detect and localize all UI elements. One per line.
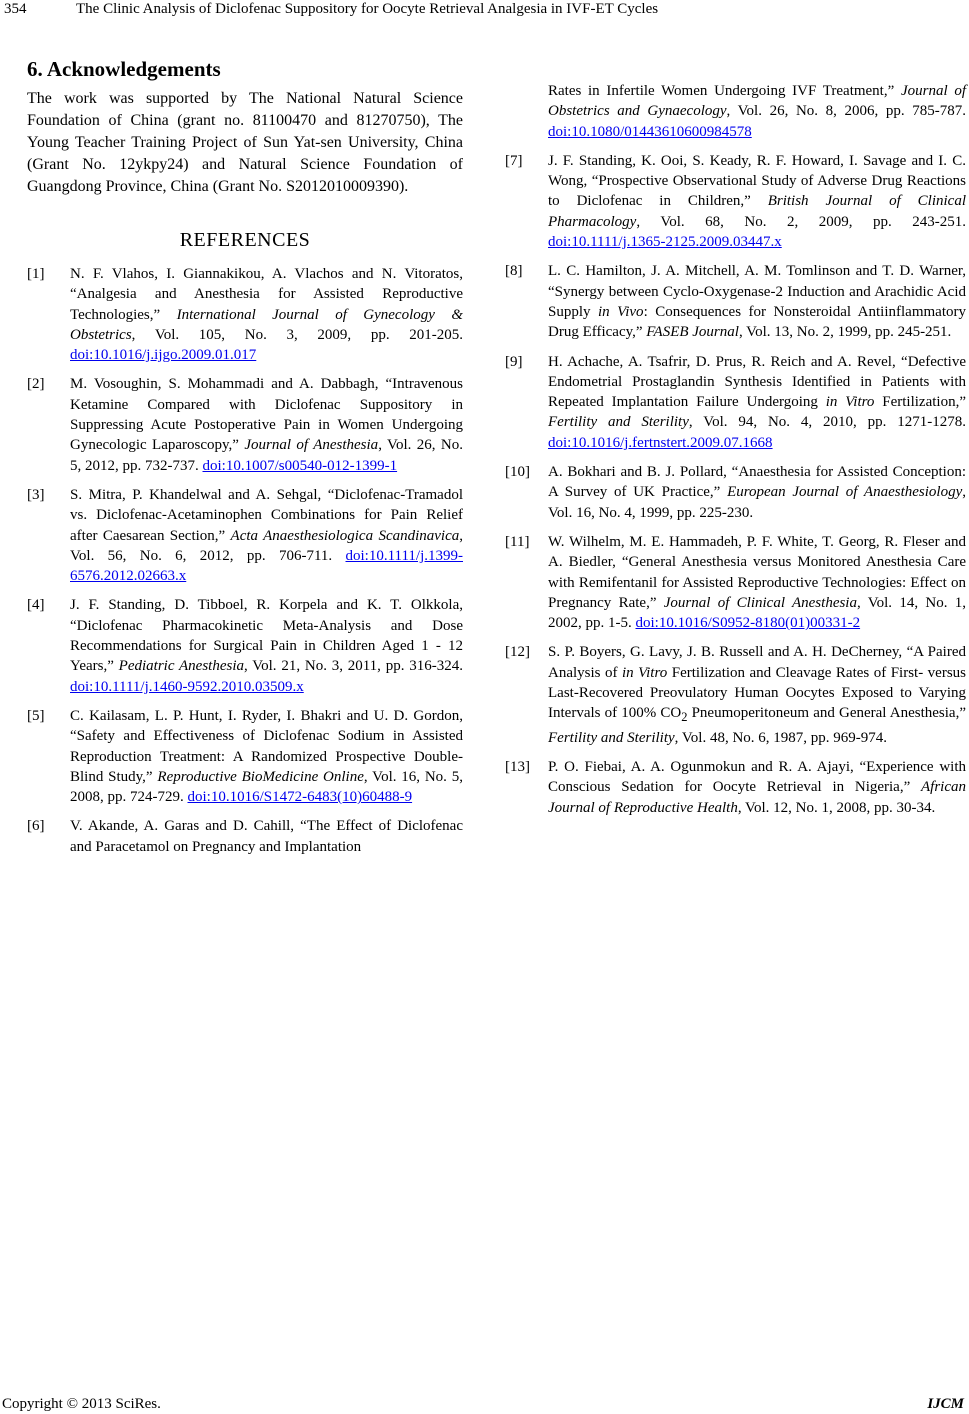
doi-link[interactable]: doi:10.1111/j.1399-6576.2012.02663.x <box>70 547 463 585</box>
reference-text: , Vol. 14, No. 1, 2002, pp. 1-5. <box>548 594 966 632</box>
reference-text: , Vol. 26, No. 5, 2012, pp. 732-737. <box>70 437 464 474</box>
reference-text: S. P. Boyers, G. Lavy, J. B. Russell and A. H. DeCherney, “A Paired Analysis of <box>548 644 966 681</box>
doi-link[interactable]: doi:10.1111/j.1460-9592.2010.03509.x <box>70 678 304 695</box>
reference-number: [6] <box>27 818 45 835</box>
reference-journal-title: Journal of Anesthesia <box>244 437 379 454</box>
reference-number: [13] <box>505 758 530 775</box>
reference-list-left <box>27 264 463 857</box>
copyright: Copyright © 2013 SciRes. <box>2 1396 161 1412</box>
reference-item <box>505 462 966 523</box>
reference-text: N. F. Vlahos, I. Giannakikou, A. Vlachos and N. Vitoratos, “Analgesia and Anesthesia for Assisted Reproductive Technologies,” <box>70 266 463 323</box>
reference-text: L. C. Hamilton, J. A. Mitchell, A. M. Tomlinson and T. D. Warner, “Synergy between Cyclo-Oxygenase-2 Induction and Arachidic Acid Supply <box>548 263 966 320</box>
reference-text: , Vol. 26, No. 8, 2006, pp. 785-787. <box>726 103 967 120</box>
reference-text: H. Achache, A. Tsafrir, D. Prus, R. Reich and A. Revel, “Defective Endometrial Prostaglandin Synthesis Identified in Patients with Repeated Implantation Failure Undergoing <box>548 353 966 411</box>
reference-number: [12] <box>505 644 530 661</box>
page-number: 354 <box>4 1 27 17</box>
reference-text: , Vol. 21, No. 3, 2011, pp. 316-324. <box>243 658 463 675</box>
reference-text: : Consequences for Nonsteroidal Antiinflammatory Drug Efficacy,” <box>548 303 966 341</box>
reference-journal-title: International Journal of Gynecology & Obstetrics <box>70 306 463 343</box>
reference-text: W. Wilhelm, M. E. Hammadeh, P. F. White, T. Georg, R. Fleser and A. Biedler, “General Anesthesia versus Monitored Anesthesia Care with Remifentanil for Assisted Reproductive Technologies: Effect on Pregnancy Rate,” <box>548 533 966 611</box>
reference-text: Pneumoperitoneum and General Anesthesia,” <box>687 705 966 722</box>
reference-journal-title: FASEB Journal <box>646 324 739 341</box>
reference-text: , Vol. 16, No. 5, 2008, pp. 724-729. <box>70 768 463 806</box>
reference-text: C. Kailasam, L. P. Hunt, I. Ryder, I. Bhakri and U. D. Gordon, “Safety and Effectiveness of Diclofenac Sodium in Assisted Reproduction Treatment: A Randomized Prospective Double-Blind Study,” <box>70 707 463 785</box>
reference-number: [7] <box>505 152 523 169</box>
reference-number: [10] <box>505 464 530 481</box>
reference-text: Fertilization and Cleavage Rates of First- versus Last-Recovered Preovulatory Human Oocytes Exposed to Varying Intervals of 100% CO <box>548 664 966 722</box>
reference-item <box>505 757 966 818</box>
footer <box>2 1396 964 1413</box>
reference-text: , Vol. 13, No. 2, 1999, pp. 245-251. <box>738 324 952 341</box>
acknowledgements-heading: 6. Acknowledgements <box>27 57 221 81</box>
reference-text: , Vol. 12, No. 1, 2008, pp. 30-34. <box>737 799 936 816</box>
reference-journal-title: Journal of Obstetrics and Gynaecology <box>548 83 966 120</box>
reference-journal-title: in Vitro <box>621 664 668 681</box>
reference-item <box>27 816 463 857</box>
reference-text: Fertilization,” <box>874 394 966 411</box>
reference-list-right <box>505 81 966 818</box>
journal-abbrev: IJCM <box>927 1396 964 1412</box>
reference-number: [9] <box>505 353 523 370</box>
reference-journal-title: Journal of Clinical Anesthesia <box>663 594 857 611</box>
reference-text: , Vol. 16, No. 4, 1999, pp. 225-230. <box>548 484 966 521</box>
reference-text: J. F. Standing, D. Tibboel, R. Korpela and K. T. Olkkola, “Diclofenac Pharmacokinetic Meta-Analysis and Dose Recommendations for Surgical Pain in Children Aged 1 - 12 Years,” <box>70 597 463 675</box>
reference-text: J. F. Standing, K. Ooi, S. Keady, R. F. Howard, I. Savage and I. C. Wong, “Prospective Observational Study of Adverse Drug Reactions to Diclofenac in Children,” <box>548 152 966 210</box>
reference-text: Rates in Infertile Women Undergoing IVF Treatment,” <box>548 83 901 99</box>
doi-link[interactable]: doi:10.1016/j.ijgo.2009.01.017 <box>70 347 257 364</box>
reference-text: , Vol. 105, No. 3, 2009, pp. 201-205. <box>131 326 463 343</box>
reference-text: M. Vosoughin, S. Mohammadi and A. Dabbagh, “Intravenous Ketamine Compared with Diclofenac Suppository in Suppressing Acute Postoperative Pain in Women Undergoing Gynecologic Laparoscopy,” <box>70 376 463 454</box>
reference-text: , Vol. 48, No. 6, 1987, pp. 969-974. <box>674 729 888 746</box>
reference-text: , Vol. 56, No. 6, 2012, pp. 706-711. <box>70 527 463 564</box>
reference-journal-title: in Vivo <box>598 303 644 320</box>
reference-text: , Vol. 94, No. 4, 2010, pp. 1271-1278. <box>688 414 966 431</box>
reference-journal-title: British Journal of Clinical Pharmacology <box>548 193 966 230</box>
reference-number: [3] <box>27 486 45 503</box>
reference-journal-title: Acta Anaesthesiologica Scandinavica <box>230 527 460 544</box>
reference-journal-title: Fertility and Sterility <box>548 414 689 431</box>
left-column <box>27 56 463 866</box>
doi-link[interactable]: doi:10.1080/01443610600984578 <box>548 123 752 140</box>
reference-item <box>27 264 463 365</box>
reference-text: V. Akande, A. Garas and D. Cahill, “The Effect of Diclofenac and Paracetamol on Pregnancy and Implantation <box>70 818 463 855</box>
reference-item <box>27 706 463 807</box>
reference-journal-title: European Journal of Anaesthesiology <box>727 484 963 501</box>
reference-number: [8] <box>505 263 523 280</box>
reference-number: [5] <box>27 707 45 724</box>
reference-journal-title: Fertility and Sterility <box>548 729 675 746</box>
reference-journal-title: Reproductive BioMedicine Online <box>157 768 364 785</box>
reference-journal-title: in Vitro <box>825 394 875 411</box>
reference-text: , Vol. 68, No. 2, 2009, pp. 243-251. <box>636 213 966 230</box>
doi-link[interactable]: doi:10.1016/j.fertnstert.2009.07.1668 <box>548 434 773 451</box>
reference-number: [11] <box>505 533 530 550</box>
reference-text: P. O. Fiebai, A. A. Ogunmokun and R. A. Ajayi, “Experience with Conscious Sedation for Oocyte Retrieval in Nigeria,” <box>548 758 966 796</box>
acknowledgements-text: The work was supported by The National Natural Science Foundation of China (grant no. 81100470 and 81270750), The Young Teacher Training Project of Sun Yat-sen University, China (Grant No. 12ykpy24) and Natural Science Foundation of Guangdong Province, China (Grant No. S2012010009390). <box>27 90 463 195</box>
reference-text: A. Bokhari and B. J. Pollard, “Anaesthesia for Assisted Conception: A Survey of UK Practice,” <box>548 464 966 501</box>
reference-journal-title: African Journal of Reproductive Health <box>548 779 966 816</box>
reference-number: [4] <box>27 597 45 614</box>
reference-item <box>505 151 966 252</box>
reference-item <box>27 595 463 696</box>
reference-number: [1] <box>27 266 45 282</box>
reference-text: 2 <box>681 710 688 725</box>
reference-item <box>505 261 966 342</box>
reference-item <box>505 81 966 142</box>
reference-item <box>27 485 463 586</box>
reference-item <box>27 374 463 475</box>
references-heading: REFERENCES <box>179 229 311 251</box>
reference-number: [2] <box>27 376 45 393</box>
running-title: The Clinic Analysis of Diclofenac Suppository for Oocyte Retrieval Analgesia in IVF-ET Cycles <box>76 1 659 17</box>
reference-text: S. Mitra, P. Khandelwal and A. Sehgal, “Diclofenac-Tramadol vs. Diclofenac-Acetaminophen Combinations for Pain Relief after Caesarean Section,” <box>70 486 463 544</box>
reference-item <box>505 642 966 747</box>
doi-link[interactable]: doi:10.1111/j.1365-2125.2009.03447.x <box>548 234 782 251</box>
reference-journal-title: Pediatric Anesthesia <box>118 658 244 675</box>
reference-item <box>505 532 966 633</box>
doi-link[interactable]: doi:10.1007/s00540-012-1399-1 <box>202 457 398 474</box>
doi-link[interactable]: doi:10.1016/S1472-6483(10)60488-9 <box>187 789 413 806</box>
reference-item <box>505 352 966 453</box>
right-column <box>505 81 966 827</box>
doi-link[interactable]: doi:10.1016/S0952-8180(01)00331-2 <box>635 615 861 632</box>
